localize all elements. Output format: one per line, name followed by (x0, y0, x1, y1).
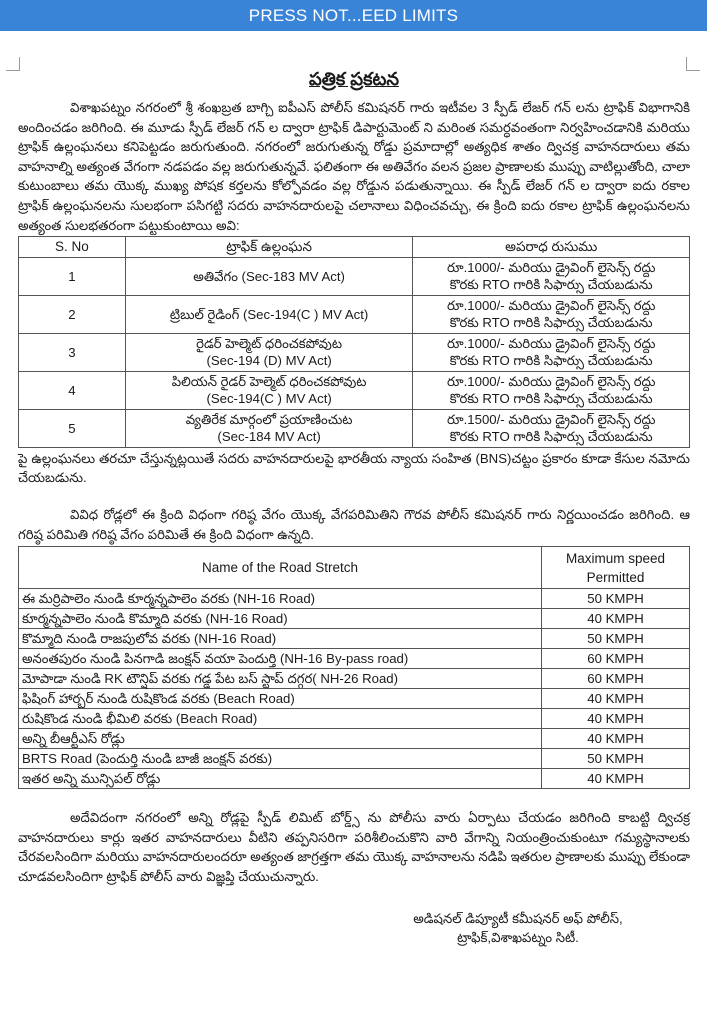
cell-violation (125, 257, 413, 295)
cell-penalty (413, 257, 690, 295)
cell-sno: 4 (19, 371, 126, 409)
table-row (19, 409, 690, 447)
cell-violation (125, 295, 413, 333)
header-penalty: అపరాధ రుసుము (413, 237, 690, 258)
penalty-line2: కొరకు RTO గారికి సిఫార్సు చేయబడును (449, 429, 653, 445)
table-row (19, 669, 690, 689)
cell-road-stretch: కూర్మన్నపాలెం నుండి కొమ్మాది వరకు (NH-16 Road) (19, 609, 542, 629)
penalty-line1: రూ.1000/- మరియు డ్రైవింగ్ లైసెన్స్ రద్దు (446, 298, 656, 314)
cell-sno: 2 (19, 295, 126, 333)
penalty-line1: రూ.1000/- మరియు డ్రైవింగ్ లైసెన్స్ రద్దు (446, 260, 656, 276)
table-row (19, 749, 690, 769)
cell-road-stretch: అనంతపురం నుండి పినగాడి జంక్షన్ వయా పెందుర్తి (NH-16 By-pass road) (19, 649, 542, 669)
spacer (18, 488, 690, 505)
violations-table (18, 236, 690, 448)
violation-text: ట్రిబుల్ రైడింగ్ (Sec-194(C ) MV Act) (169, 306, 369, 322)
cell-penalty (413, 333, 690, 371)
document-title: PRESS NOT...EED LIMITS (248, 5, 459, 25)
table-row (19, 649, 690, 669)
cell-speed-limit: 40 KMPH (542, 709, 690, 729)
cell-penalty (413, 371, 690, 409)
table-row (19, 333, 690, 371)
cell-violation (125, 333, 413, 371)
intro-paragraph: విశాఖపట్నం నగరంలో శ్రీ శంఖబ్రత బాగ్చి ఐపీఎస్ పోలీస్ కమిషనర్ గారు ఇటీవల 3 స్పీడ్ లేజర్ గన్ లను ట్రాఫిక్ విభాగానికి అందించడం జరిగింది. ఈ మూడు స్పీడ్ లేజర్ గన్ ల ద్వారా ట్రాఫిక్ డిపార్టుమెంట్ ని మరింత సమర్ధవంతంగా నిర్వహించడానికి మరియు ట్రాఫిక్ ఉల్లంఘనలు కనిపెట్టడం జరుగుతుంది. నగరంలో జరుగుతున్న రోడ్డు ప్రమాదాల్లో అత్యధిక శాతం ద్విచక్ర వాహనదారులు తమ వాహనాల్ని అత్యంత వేగంగా నడపడం వల్ల జరుగుతున్నవే. ఫలితంగా ఈ అతివేగం వలన ప్రజల ప్రాణాలకు ముప్పు వాటిల్లుతోంది, చాలా కుటుంబాలు తమ యొక్క ముఖ్య పోషక కర్తలను కోల్పోవడం వల్ల రోడ్డున పడుతున్నాయి. ఈ స్పీడ్ లేజర్ గన్ ల ద్వారా ఐదు రకాల ట్రాఫిక్ ఉల్లంఘనలను సులభంగా పసిగట్టి సదరు వాహనదారులపై చలానాలు విధించవచ్చు, ఈ క్రింది ఐదు రకాల ట్రాఫిక్ ఉల్లంఘనలను అత్యంత సులభతరంగా పట్టుకుంటాయి అవి: (18, 100, 690, 233)
cell-speed-limit: 60 KMPH (542, 669, 690, 689)
table-row (19, 589, 690, 609)
table-row (19, 609, 690, 629)
table-row (19, 729, 690, 749)
speed-limits-table (18, 546, 690, 789)
cell-road-stretch: ఇతర అన్ని మున్సిపల్ రోడ్లు (19, 769, 542, 789)
cell-road-stretch: ఈ మర్రిపాలెం నుండి కూర్మన్నపాలెం వరకు (NH-16 Road) (19, 589, 542, 609)
table-row (19, 629, 690, 649)
header-road-stretch: Name of the Road Stretch (19, 547, 542, 589)
cell-road-stretch: కొమ్మాది నుండి రాజపులోవ వరకు (NH-16 Road) (19, 629, 542, 649)
bns-paragraph: పై ఉల్లంఘనలు తరచూ చేస్తున్నట్లయితే సదరు వాహనదారులపై భారతీయ న్యాయ సంహిత (BNS)చట్టం ప్రకారం కూడా కేసుల నమోదు చేయబడును. (18, 450, 690, 486)
signature-department: ట్రాఫిక్,విశాఖపట్నం సిటీ. (457, 929, 579, 945)
table-row (19, 295, 690, 333)
cell-road-stretch: రుషికొండ నుండి భీమిలి వరకు (Beach Road) (19, 709, 542, 729)
penalty-line2: కొరకు RTO గారికి సిఫార్సు చేయబడును (449, 353, 653, 369)
table-row (19, 769, 690, 789)
table-row (19, 371, 690, 409)
cell-speed-limit: 40 KMPH (542, 769, 690, 789)
cell-penalty (413, 409, 690, 447)
cell-penalty (413, 295, 690, 333)
cell-sno: 5 (19, 409, 126, 447)
cell-speed-limit: 50 KMPH (542, 629, 690, 649)
violation-section: (Sec-194(C ) MV Act) (206, 391, 332, 407)
header-max-speed: Maximum speed Permitted (542, 547, 690, 589)
cell-sno: 1 (19, 257, 126, 295)
speed-table-header (19, 547, 690, 589)
press-note-heading: పత్రిక ప్రకటన (309, 69, 399, 89)
penalty-line2: కొరకు RTO గారికి సిఫార్సు చేయబడును (449, 277, 653, 293)
violation-text: అతివేగం (Sec-183 MV Act) (193, 268, 345, 284)
header-violation: ట్రాఫిక్ ఉల్లంఘన (125, 237, 413, 258)
cell-sno: 3 (19, 333, 126, 371)
cell-speed-limit: 60 KMPH (542, 649, 690, 669)
cell-road-stretch: మోపాడా నుండి RK టౌన్షిప్ వరకు గడ్డ పేట బస్ స్టాప్ దగ్గర( NH-26 Road) (19, 669, 542, 689)
closing-paragraph: అదేవిదంగా నగరంలో అన్ని రోడ్లపై స్పీడ్ లిమిట్ బోర్డ్స్ ను పోలీసు వారు ఏర్పాటు చేయడం జరిగింది కాబట్టి ద్విచక్ర వాహనదారులు కార్లు ఇతర వాహనదారులు వీటిని తప్పనిసరిగా పరిశీలించుకొని వారి వేగాన్ని నియంత్రించుకుంటూ గమ్యస్థానాలకు చేరవలసిందిగా మరియు వాహనదారులందరూ అత్యంత జాగ్రత్తగా తమ యొక్క వాహనాలను నడిపి ఇతరుల ప్రాణాలకు ముప్పు లేకుండా చూడవలసిందిగా ట్రాఫిక్ పోలీస్ వారు విజ్ఞప్తి చేయుచున్నారు. (18, 810, 690, 884)
header-sno: S. No (19, 237, 126, 258)
cell-speed-limit: 50 KMPH (542, 749, 690, 769)
cell-violation (125, 371, 413, 409)
penalty-line2: కొరకు RTO గారికి సిఫార్సు చేయబడును (449, 315, 653, 331)
cell-speed-limit: 40 KMPH (542, 609, 690, 629)
table-row (19, 689, 690, 709)
cell-speed-limit: 40 KMPH (542, 689, 690, 709)
violation-text: రైడర్ హెల్మెట్ ధరించకపోవుట (196, 336, 343, 352)
cell-violation (125, 409, 413, 447)
document-title-bar (0, 0, 707, 31)
penalty-line1: రూ.1000/- మరియు డ్రైవింగ్ లైసెన్స్ రద్దు (446, 336, 656, 352)
signature-block (348, 909, 688, 947)
penalty-line1: రూ.1500/- మరియు డ్రైవింగ్ లైసెన్స్ రద్దు (446, 412, 656, 428)
table-row (19, 257, 690, 295)
cell-speed-limit: 50 KMPH (542, 589, 690, 609)
press-note-page (18, 60, 690, 947)
violation-section: (Sec-184 MV Act) (217, 429, 321, 445)
violation-section: (Sec-194 (D) MV Act) (206, 353, 332, 369)
speed-intro-paragraph: వివిధ రోడ్లలో ఈ క్రింది విధంగా గరిష్ఠ వేగం యొక్క వేగపరిమితిని గౌరవ పోలీస్ కమిషనర్ గారు నిర్ణయించడం జరిగింది. ఆ గరిష్ఠ పరిమితి గరిష్ఠ వేగం పరిమితే ఈ క్రింది విధంగా ఉన్నది. (18, 506, 690, 542)
cell-road-stretch: అన్ని బీఆర్టీఎస్ రోడ్లు (19, 729, 542, 749)
violations-table-header (19, 237, 690, 258)
table-row (19, 709, 690, 729)
signature-designation: అడిషనల్ డిప్యూటీ కమీషనర్ అఫ్ పోలీస్, (413, 910, 623, 926)
cell-speed-limit: 40 KMPH (542, 729, 690, 749)
violation-text: పిలియన్ రైడర్ హెల్మెట్ ధరించకపోవుట (171, 374, 367, 390)
violation-text: వ్యతిరేక మార్గంలో ప్రయాణించుట (185, 412, 353, 428)
cell-road-stretch: BRTS Road (పెందుర్తి నుండి బాజీ జంక్షన్ వరకు) (19, 749, 542, 769)
penalty-line2: కొరకు RTO గారికి సిఫార్సు చేయబడును (449, 391, 653, 407)
cell-road-stretch: ఫిషింగ్ హార్బర్ నుండి రుషికొండ వరకు (Beach Road) (19, 689, 542, 709)
penalty-line1: రూ.1000/- మరియు డ్రైవింగ్ లైసెన్స్ రద్దు (446, 374, 656, 390)
